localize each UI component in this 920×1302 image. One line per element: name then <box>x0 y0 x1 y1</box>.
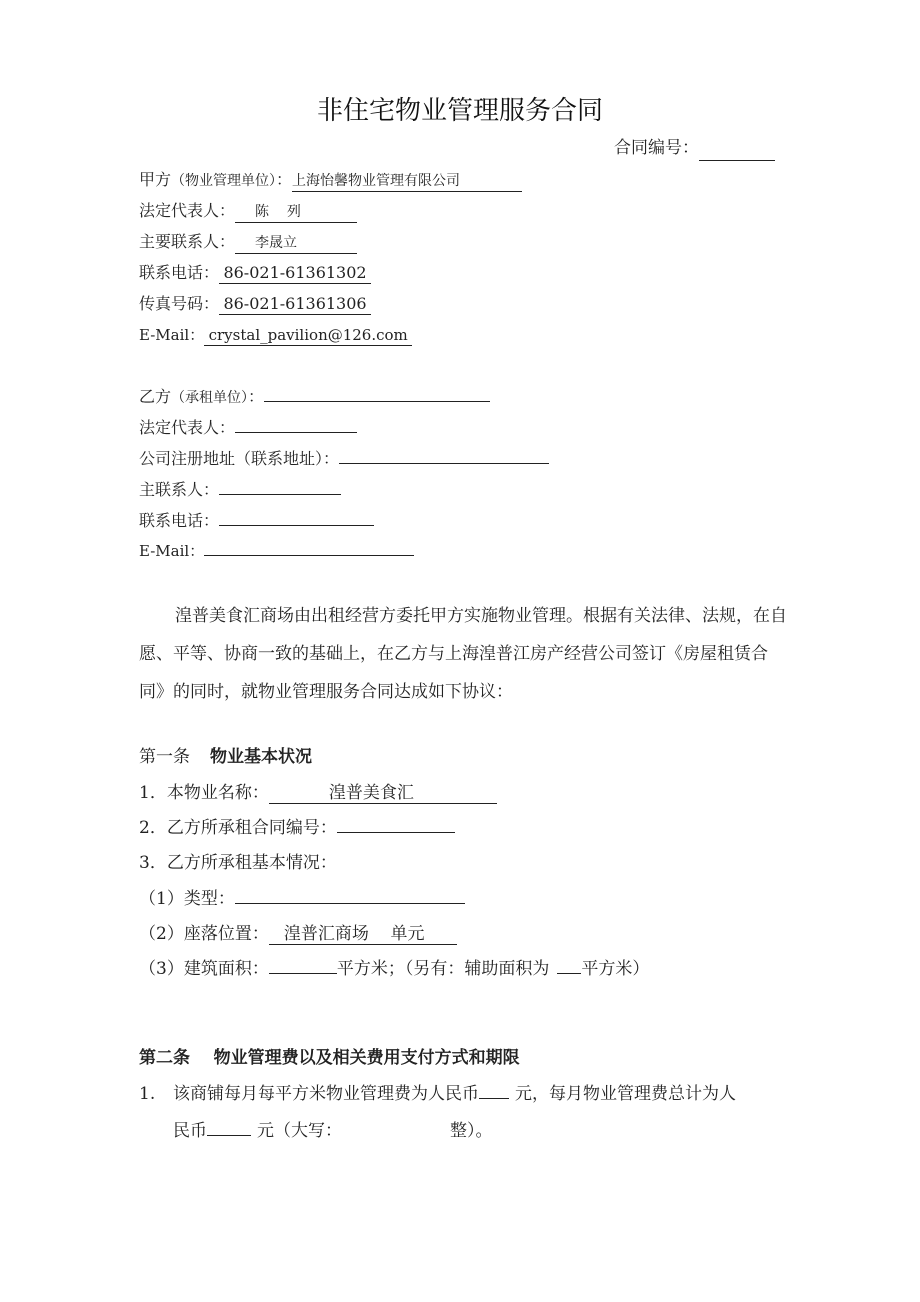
type-blank[interactable] <box>235 903 465 904</box>
party-b-rep-row: 法定代表人： <box>139 417 357 439</box>
contract-number-blank[interactable] <box>699 160 775 161</box>
article1-item1: 1．本物业名称： 湟普美食汇 <box>139 782 497 804</box>
party-b-phone-blank[interactable] <box>219 525 374 526</box>
party-a-rep-value: 陈 列 <box>235 202 357 223</box>
article2-heading: 第二条 物业管理费以及相关费用支付方式和期限 <box>139 1048 520 1068</box>
contract-number-label: 合同编号： <box>614 138 699 158</box>
party-a-contact-value: 李晟立 <box>235 233 357 254</box>
party-b-contact-blank[interactable] <box>219 494 341 495</box>
party-b-row: 乙方（承租单位）： <box>139 386 490 409</box>
party-a-phone-row: 联系电话： 86-021-61361302 <box>139 262 371 284</box>
total-fee-blank[interactable] <box>207 1135 251 1136</box>
party-b-contact-row: 主联系人： <box>139 479 341 501</box>
page-title: 非住宅物业管理服务合同 <box>316 96 603 126</box>
party-b-address-row: 公司注册地址（联系地址）： <box>139 448 549 470</box>
preamble-paragraph: 湟普美食汇商场由出租经营方委托甲方实施物业管理。根据有关法律、法规，在自愿、平等、协商一致的基础上，在乙方与上海湟普江房产经营公司签订《房屋租赁合同》的同时，就物业管理服务合同达成如下协议： <box>139 606 787 702</box>
article2-item1-line1: 1. 该商铺每月每平方米物业管理费为人民币 元，每月物业管理费总计为人 <box>139 1084 736 1104</box>
party-a-contact-row: 主要联系人： 李晟立 <box>139 231 357 254</box>
article1-sub1: （1）类型： <box>139 888 465 910</box>
party-a-name: 上海怡馨物业管理有限公司 <box>292 171 522 192</box>
party-b-rep-blank[interactable] <box>235 432 357 433</box>
contract-number-row <box>614 137 775 159</box>
party-a-note: （物业管理单位） <box>171 173 277 189</box>
article1-heading: 第一条 物业基本状况 <box>139 747 312 767</box>
article1-sub2: （2）座落位置： 湟普汇商场 单元 <box>139 923 457 945</box>
party-b-email-blank[interactable] <box>204 555 414 556</box>
party-a-fax-row: 传真号码： 86-021-61361306 <box>139 293 371 315</box>
party-a-rep-row: 法定代表人： 陈 列 <box>139 200 357 223</box>
party-b-address-blank[interactable] <box>339 463 549 464</box>
article1-item2: 2．乙方所承租合同编号： <box>139 817 455 839</box>
party-a-row: 甲方（物业管理单位）：上海怡馨物业管理有限公司 <box>139 169 522 192</box>
party-a-phone-value: 86-021-61361302 <box>219 263 371 284</box>
party-a-label: 甲方 <box>139 170 172 189</box>
area-blank[interactable] <box>269 973 337 974</box>
article2-item1-line2: 民币 元（大写： 整）。 <box>173 1121 493 1141</box>
aux-area-blank[interactable] <box>557 973 581 974</box>
party-a-email-row: E-Mail： crystal_pavilion@126.com <box>139 324 412 346</box>
party-b-name-blank[interactable] <box>264 401 490 402</box>
article1-sub3: （3）建筑面积： 平方米；（另有：辅助面积为 平方米） <box>139 959 650 979</box>
article1-item3: 3．乙方所承租基本情况： <box>139 853 337 873</box>
party-b-email-row: E-Mail： <box>139 540 414 562</box>
party-a-fax-value: 86-021-61361306 <box>219 294 371 315</box>
party-b-phone-row: 联系电话： <box>139 510 374 532</box>
lease-number-blank[interactable] <box>337 832 455 833</box>
unit-fee-blank[interactable] <box>479 1098 509 1099</box>
party-a-email-value[interactable]: crystal_pavilion@126.com <box>204 325 412 346</box>
